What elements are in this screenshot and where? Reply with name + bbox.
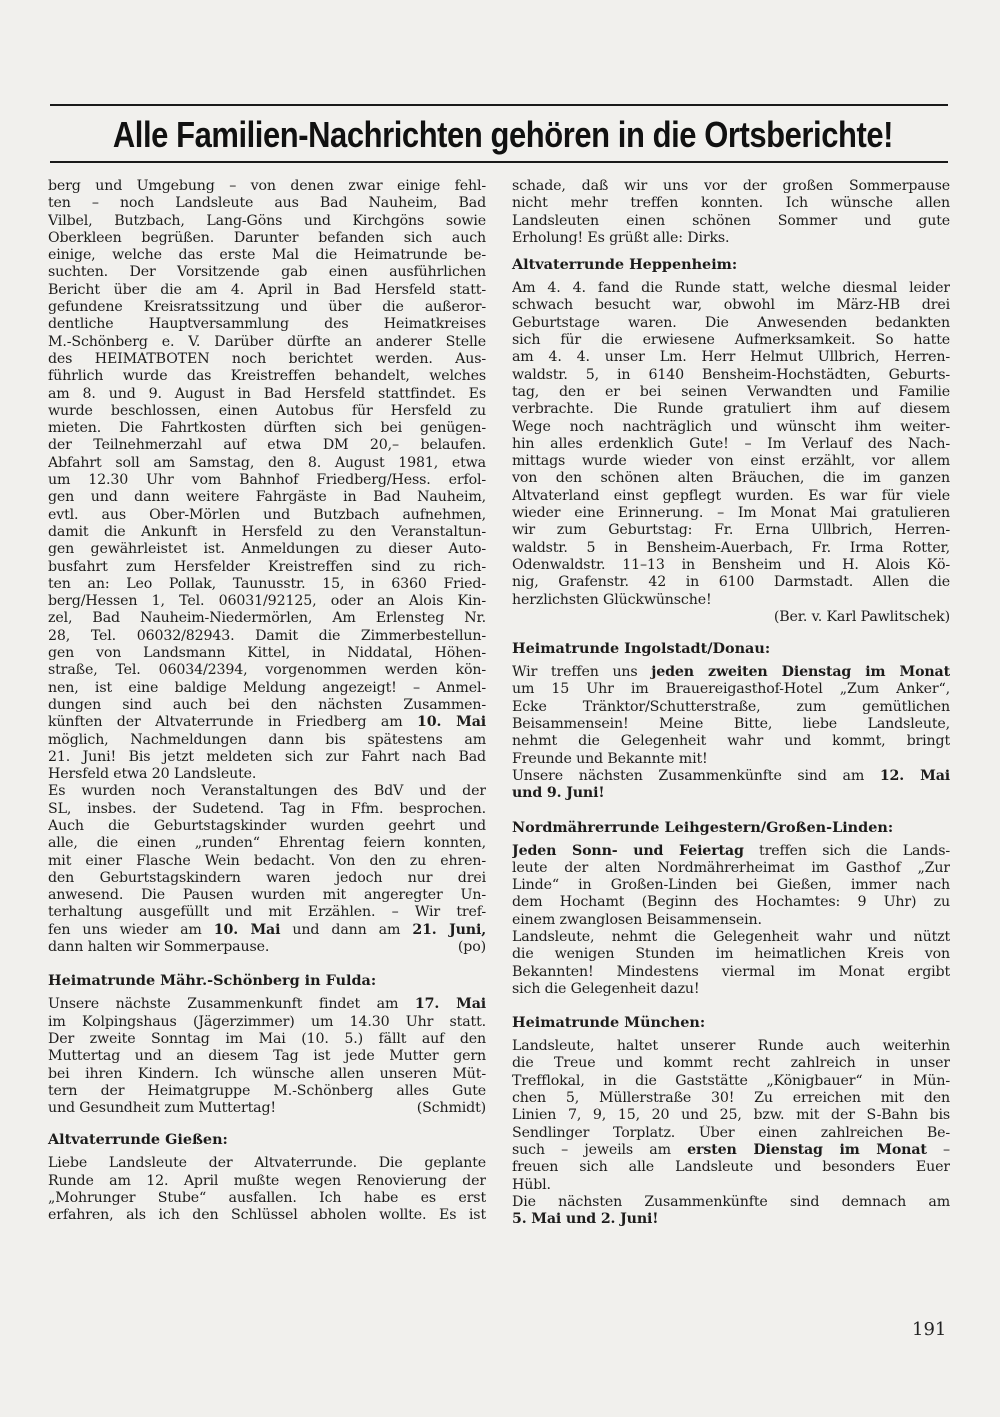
section-muenchen: [512, 1038, 950, 1228]
text-line: Runde am 12. April mußte wegen Renovierung der: [48, 1172, 486, 1189]
author-signature: (po): [457, 939, 486, 956]
text-line: 21. Juni! Bis jetzt meldeten sich zur Fahrt nach Bad: [48, 748, 486, 765]
text-line: busfahrt zum Hersfelder Kreistreffen sind zu rich-: [48, 558, 486, 575]
text-line: wieder eine Erinnerung. – Im Monat Mai gratulieren: [512, 505, 950, 522]
text-line: die wenigen Stunden im heimatlichen Kreis von: [512, 946, 950, 963]
text-line: Erholung! Es grüßt alle: Dirks.: [512, 229, 730, 246]
text-line: gen gewährleistet ist. Anmeldungen zu dieser Auto-: [48, 541, 486, 558]
text-line: mit einer Flasche Wein bedacht. Von den zu ehren-: [48, 852, 486, 869]
text-line: um 15 Uhr im Brauereigasthof-Hotel „Zum Anker“,: [512, 681, 950, 698]
text-line: chen 5, Müllerstraße 30! Zu erreichen mit den: [512, 1090, 950, 1107]
text-line: am 4. 4. unser Lm. Herr Helmut Ullbrich, Herren-: [512, 349, 950, 366]
text-line: Liebe Landsleute der Altvaterrunde. Die geplante: [48, 1155, 486, 1172]
author-signature: (Ber. v. Karl Pawlitschek): [773, 608, 950, 625]
text-line: Bericht über die am 4. April in Bad Hersfeld statt-: [48, 281, 486, 298]
section-heppenheim: [512, 280, 950, 626]
text-line: Es wurden noch Veranstaltungen des BdV und der: [48, 783, 486, 800]
text-line: Abfahrt soll am Samstag, den 8. August 1981, etwa: [48, 454, 486, 471]
text-line: mieten. Die Fahrtkosten dürften sich bei genügen-: [48, 420, 486, 437]
text-line: sich die Gelegenheit dazu!: [512, 980, 700, 997]
text-line: verbrachte. Die Runde gratuliert ihm auf diesem: [512, 401, 950, 418]
text-line: Odenwaldstr. 11–13 in Bensheim und H. Alois Kö-: [512, 556, 950, 573]
text-line: dentliche Hauptversammlung des Heimatkreises: [48, 316, 486, 333]
text-line: Landsleute, haltet unserer Runde auch weiterhin: [512, 1038, 950, 1055]
text-line: Bekannten! Mindestens viermal im Monat ergibt: [512, 963, 950, 980]
text-line: Hersfeld etwa 20 Landsleute.: [48, 766, 257, 783]
text-line: 5. Mai und 2. Juni!: [512, 1211, 659, 1228]
section-heading-giessen: Altvaterrunde Gießen:: [48, 1131, 228, 1149]
banner-top-rule: [50, 104, 948, 106]
text-line: Wege noch nachträglich und wünscht ihm weiter-: [512, 418, 950, 435]
text-line: Wir treffen uns jeden zweiten Dienstag im Monat: [512, 664, 950, 681]
text-line: fen uns wieder am 10. Mai und dann am 21. Juni,: [48, 921, 486, 938]
text-line: gen und dann weitere Fahrgäste in Bad Nauheim,: [48, 489, 486, 506]
text-line: Altvaterland einst gepflegt wurden. Es war für viele: [512, 487, 950, 504]
right-column: [512, 178, 950, 1228]
text-line: von den schönen alten Bräuchen, die im ganzen: [512, 470, 950, 487]
text-line: künften der Altvaterrunde in Friedberg am 10. Mai: [48, 714, 486, 731]
left-column: [48, 178, 486, 1225]
text-line: anwesend. Die Pausen wurden mit angeregter Un-: [48, 887, 486, 904]
text-line: waldstr. 5 in Bensheim-Auerbach, Fr. Irma Rotter,: [512, 539, 950, 556]
text-line: Unsere nächsten Zusammenkünfte sind am 12. Mai: [512, 767, 950, 784]
text-line: Sendlinger Torplatz. Über einen zahlreichen Be-: [512, 1124, 950, 1141]
text-line: freuen sich alle Landsleute und besonders Euer: [512, 1159, 950, 1176]
text-line: schwach besucht war, obwohl im März-HB drei: [512, 297, 950, 314]
text-line: sich für die erwiesene Aufmerksamkeit. So hatte: [512, 332, 950, 349]
section-nordmaehrer: [512, 843, 950, 999]
text-line: Am 4. 4. fand die Runde statt, welche diesmal leider: [512, 280, 950, 297]
text-line: und Gesundheit zum Muttertag! (Schmidt): [48, 1100, 486, 1117]
text-line: evtl. aus Ober-Mörlen und Butzbach aufnehmen,: [48, 506, 486, 523]
text-line: Jeden Sonn- und Feiertag treffen sich die Lands-: [512, 842, 950, 859]
text-line: straße, Tel. 06034/2394, vorgenommen werden kön-: [48, 662, 486, 679]
text-line: möglich, Nachmeldungen dann bis spätestens am: [48, 731, 486, 748]
text-line: tag, den er bei seinen Verwandten und Familie: [512, 383, 950, 400]
text-line: zel, Bad Nauheim-Niedermörlen, Am Erlensteg Nr.: [48, 610, 486, 627]
text-line: im Kolpingshaus (Jägerzimmer) um 14.30 Uhr statt.: [48, 1013, 486, 1030]
text-line: terhaltung ausgefüllt und mit Erzählen. – Wir tref-: [48, 904, 486, 921]
text-line: einem zwanglosen Beisammensein.: [512, 911, 762, 928]
text-line: bei ihren Kindern. Ich wünsche allen unseren Müt-: [48, 1065, 486, 1082]
section-giessen: [48, 1155, 486, 1224]
text-line: „Mohrunger Stube“ ausfallen. Ich habe es erst: [48, 1190, 486, 1207]
text-line: Der zweite Sonntag im Mai (10. 5.) fällt auf den: [48, 1030, 486, 1047]
section-heading-nordmaehrer: Nordmährerrunde Leihgestern/Großen-Linden:: [512, 818, 894, 836]
text-line: Die nächsten Zusammenkünfte sind demnach am: [512, 1193, 950, 1210]
text-line: tern der Heimatgruppe M.-Schönberg alles Gute: [48, 1082, 486, 1099]
text-line: wurde beschlossen, einen Autobus für Hersfeld zu: [48, 402, 486, 419]
text-line: Beisammensein! Meine Bitte, liebe Landsleute,: [512, 716, 950, 733]
text-line: mittags wurde wieder von einst erzählt, vor allem: [512, 453, 950, 470]
text-line: schade, daß wir uns vor der großen Sommerpause: [512, 178, 950, 194]
text-line: und 9. Juni!: [512, 785, 605, 802]
text-line: den Geburtstagskindern waren jedoch nur drei: [48, 869, 486, 886]
text-line: hin alles erdenklich Gute! – Im Verlauf des Nach-: [512, 435, 950, 452]
banner-bottom-rule: [50, 161, 948, 163]
section-heading-muenchen: Heimatrunde München:: [512, 1014, 706, 1032]
text-line: gen von Landsmann Kittel, in Niddatal, Höhen-: [48, 645, 486, 662]
text-line: M.-Schönberg e. V. Darüber dürfte an anderer Stelle: [48, 333, 486, 350]
text-line: Vilbel, Butzbach, Lang-Göns und Kirchgöns sowie: [48, 212, 486, 229]
text-line: Linde“ in Großen-Linden bei Gießen, immer nach: [512, 877, 950, 894]
text-line: führlich wurde das Kreistreffen behandelt, welches: [48, 368, 486, 385]
text-line: herzlichsten Glückwünsche!: [512, 591, 712, 608]
section-ingolstadt: [512, 664, 950, 802]
text-line: alle, die einen „runden“ Ehrentag feiern konnten,: [48, 835, 486, 852]
text-line: Auch die Geburtstagskinder wurden geehrt und: [48, 817, 486, 834]
banner-title: Alle Familien-Nachrichten gehören in die Ortsberichte!: [112, 114, 894, 155]
text-line: Trefflokal, in die Gaststätte „Königbauer“ in Mün-: [512, 1072, 950, 1089]
text-line: die Treue und kommt recht zahlreich in unser: [512, 1055, 950, 1072]
text-line: Landsleute, nehmt die Gelegenheit wahr und nützt: [512, 928, 950, 945]
text-line: berg und Umgebung – von denen zwar einige fehl-: [48, 178, 486, 194]
text-line: wir zum Geburtstag: Fr. Erna Ullbrich, Herren-: [512, 522, 950, 539]
text-line: waldstr. 5, in 6140 Bensheim-Hochstädten, Geburts-: [512, 366, 950, 383]
text-line: suchten. Der Vorsitzende gab einen ausführlichen: [48, 264, 486, 281]
text-line: nicht mehr treffen konnten. Ich wünsche allen: [512, 195, 950, 212]
text-line: such – jeweils am ersten Dienstag im Monat –: [512, 1141, 950, 1158]
text-line: Ecke Tränktor/Schutterstraße, zum gemütlichen: [512, 698, 950, 715]
text-line: Landsleuten einen schönen Sommer und gute: [512, 212, 950, 229]
text-line: dann halten wir Sommerpause. (po): [48, 939, 486, 956]
text-line: Geburtstage waren. Die Anwesenden bedankten: [512, 314, 950, 331]
text-line: damit die Ankunft in Hersfeld zu den Veranstaltun-: [48, 523, 486, 540]
section-heading-heppenheim: Altvaterrunde Heppenheim:: [512, 256, 738, 274]
text-line: dem Hochamt (Beginn des Hochamtes: 9 Uhr) zu: [512, 894, 950, 911]
text-line: leute der alten Nordmährerheimat im Gasthof „Zur: [512, 859, 950, 876]
text-line: ten – noch Landsleute aus Bad Nauheim, Bad: [48, 195, 486, 212]
text-line: nehmt die Gelegenheit wahr und kommt, bringt: [512, 733, 950, 750]
article-continuation: [48, 178, 486, 956]
text-line: SL, insbes. der Sudetend. Tag in Ffm. besprochen.: [48, 800, 486, 817]
text-line: des HEIMATBOTEN noch berichtet werden. Aus-: [48, 350, 486, 367]
text-line: nig, Grafenstr. 42 in 6100 Darmstadt. Allen die: [512, 574, 950, 591]
text-line: dungen sind auch bei den nächsten Zusammen-: [48, 696, 486, 713]
text-line: nen, ist eine baldige Meldung angezeigt! – Anmel-: [48, 679, 486, 696]
text-line: Oberkleen begrüßen. Darunter befanden sich auch: [48, 229, 486, 246]
text-line: Linien 7, 9, 15, 20 und 25, bzw. mit der S-Bahn bis: [512, 1107, 950, 1124]
page-number: 191: [912, 1319, 947, 1340]
text-line: Freunde und Bekannte mit!: [512, 750, 708, 767]
text-line: Hübl.: [512, 1176, 551, 1193]
section-heading-ingolstadt: Heimatrunde Ingolstadt/Donau:: [512, 640, 771, 658]
text-line: gefundene Kreisratssitzung und über die außeror-: [48, 299, 486, 316]
text-line: der Teilnehmerzahl auf etwa DM 20,– belaufen.: [48, 437, 486, 454]
text-line: berg/Hessen 1, Tel. 06031/92125, oder an Alois Kin-: [48, 593, 486, 610]
text-line: einige, welche das erste Mal die Heimatrunde be-: [48, 247, 486, 264]
text-line: 28, Tel. 06032/82943. Damit die Zimmerbestellun-: [48, 627, 486, 644]
text-line: Muttertag und an diesem Tag ist jede Mutter gern: [48, 1048, 486, 1065]
text-line: Unsere nächste Zusammenkunft findet am 17. Mai: [48, 996, 486, 1013]
section-giessen-continued: [512, 178, 950, 247]
text-line: ten an: Leo Pollak, Taunusstr. 15, in 6360 Fried-: [48, 575, 486, 592]
text-line: am 8. und 9. August in Bad Hersfeld stattfindet. Es: [48, 385, 486, 402]
text-line: um 12.30 Uhr vom Bahnhof Friedberg/Hess. erfol-: [48, 472, 486, 489]
author-signature: (Schmidt): [416, 1100, 486, 1117]
text-line: erfahren, als ich den Schlüssel abholen wollte. Es ist: [48, 1207, 486, 1224]
section-heading-fulda: Heimatrunde Mähr.-Schönberg in Fulda:: [48, 972, 377, 990]
section-fulda: [48, 996, 486, 1117]
